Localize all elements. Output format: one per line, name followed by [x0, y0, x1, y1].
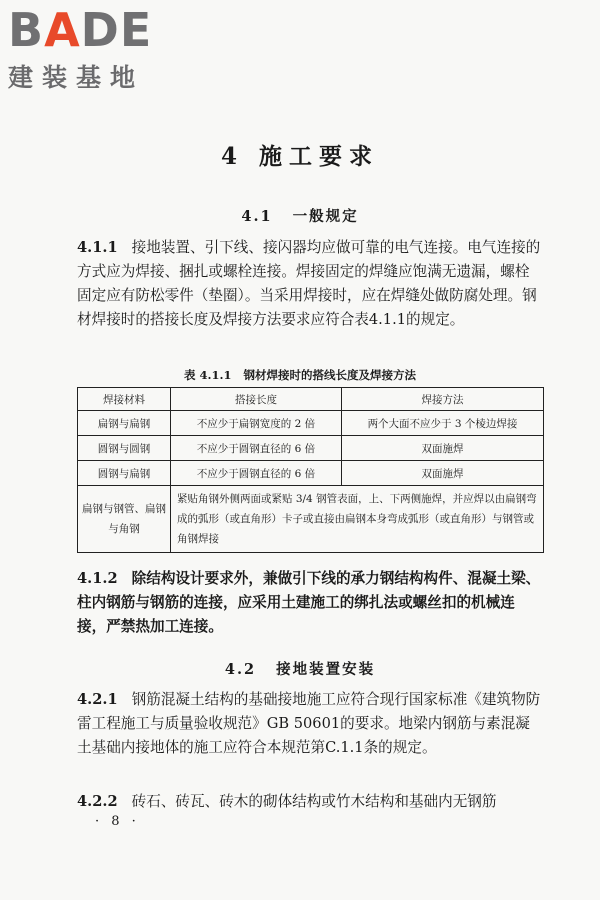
table-header-row	[78, 388, 544, 411]
cell-method: 双面施焊	[342, 461, 544, 486]
cell-description: 紧贴角钢外侧两面或紧贴 3/4 钢管表面，上、下两侧施焊，并应焊以由扁钢弯成的弧形（或直角形）卡子或直接由扁钢本身弯成弧形（或直角形）与钢管或角钢焊接	[171, 486, 544, 553]
cell-length: 不应少于圆钢直径的 6 倍	[171, 461, 342, 486]
clause-4-2-2	[77, 790, 542, 814]
section-number: 4.1	[241, 208, 273, 225]
clause-text: 除结构设计要求外，兼做引下线的承力钢结构构件、混凝土梁、柱内钢筋与钢筋的连接，应采用土建施工的绑扎法或螺丝扣的机械连接，严禁热加工连接。	[77, 570, 541, 635]
logo-subtitle: 建装基地	[8, 63, 145, 92]
page-number: · 8 ·	[95, 814, 140, 829]
table-caption	[0, 367, 600, 383]
table-row	[78, 461, 544, 486]
table-caption-title: 钢材焊接时的搭线长度及焊接方法	[243, 368, 417, 382]
clause-number: 4.1.1	[77, 239, 118, 256]
section-number: 4.2	[224, 661, 257, 678]
clause-number: 4.2.2	[77, 793, 118, 810]
site-logo	[8, 3, 178, 94]
table-row	[78, 411, 544, 436]
cell-length: 不应少于扁钢宽度的 2 倍	[171, 411, 342, 436]
section-title: 一般规定	[292, 208, 359, 225]
header-method: 焊接方法	[342, 388, 544, 411]
section-heading-4-1	[0, 205, 600, 226]
clause-4-1-1	[77, 236, 542, 332]
clause-4-1-2	[77, 567, 542, 639]
clause-number: 4.1.2	[77, 570, 118, 587]
chapter-title: 4 施工要求	[220, 143, 379, 170]
clause-number: 4.2.1	[77, 691, 118, 708]
header-material: 焊接材料	[78, 388, 171, 411]
logo-brand: BADE	[8, 3, 153, 57]
clause-text: 钢筋混凝土结构的基础接地施工应符合现行国家标准《建筑物防雷工程施工与质量验收规范》GB 50601的要求。地梁内钢筋与素混凝土基础内接地体的施工应符合本规范第C.1.1条的规定。	[77, 691, 541, 756]
cell-method: 两个大面不应少于 3 个棱边焊接	[342, 411, 544, 436]
clause-text: 砖石、砖瓦、砖木的砌体结构或竹木结构和基础内无钢筋	[131, 793, 497, 810]
cell-length: 不应少于圆钢直径的 6 倍	[171, 436, 342, 461]
cell-material: 扁钢与扁钢	[78, 411, 171, 436]
cell-material: 圆钢与圆钢	[78, 436, 171, 461]
cell-material: 圆钢与扁钢	[78, 461, 171, 486]
header-length: 搭接长度	[171, 388, 342, 411]
section-title: 接地装置安装	[276, 661, 376, 678]
clause-text: 接地装置、引下线、接闪器均应做可靠的电气连接。电气连接的方式应为焊接、捆扎或螺栓连接。焊接固定的焊缝应饱满无遗漏，螺栓固定应有防松零件（垫圈）。当采用焊接时，应在焊缝处做防腐处理。钢材焊接时的搭接长度及焊接方法要求应符合表4.1.1的规定。	[77, 239, 541, 328]
welding-table	[77, 387, 544, 553]
table-row	[78, 486, 544, 553]
cell-method: 双面施焊	[342, 436, 544, 461]
table-row	[78, 436, 544, 461]
table-caption-number: 表 4.1.1	[183, 368, 232, 382]
cell-material: 扁钢与钢管、扁钢与角钢	[78, 486, 171, 553]
section-heading-4-2	[0, 658, 600, 679]
clause-4-2-1	[77, 688, 542, 760]
